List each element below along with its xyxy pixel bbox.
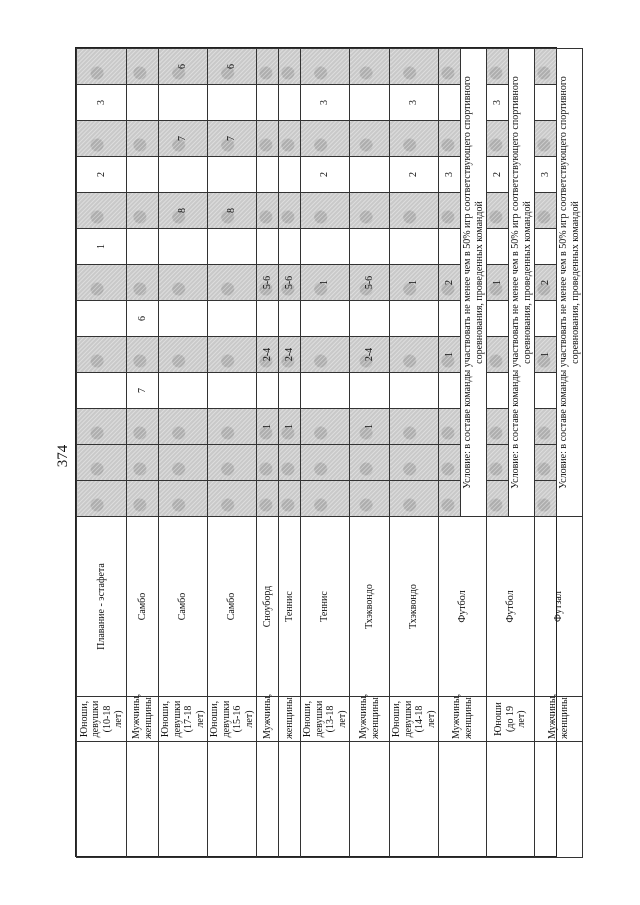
place-cell [439,409,461,445]
place-cell: 2 [487,157,509,193]
place-cell [77,337,127,373]
schedule-table-frame [75,47,581,857]
place-cell: 3 [439,157,461,193]
place-cell [301,445,350,481]
place-cell [159,229,208,265]
place-cell [535,193,557,229]
place-cell [257,373,279,409]
schedule-table-rotated [76,48,581,858]
place-cell [439,121,461,157]
lead-empty-cell [257,742,279,858]
place-cell [350,85,390,121]
place-cell [390,229,439,265]
place-cell [350,481,390,517]
age-group-cell: Мужчины, женщины [439,697,487,742]
place-cell [159,85,208,121]
place-cell: 2 [535,265,557,301]
place-cell [350,121,390,157]
place-cell [208,301,257,337]
age-group-cell: Юноши, девушки (10-18 лет) [77,697,127,742]
place-cell [159,481,208,517]
place-cell: 5-6 [350,265,390,301]
place-cell [350,49,390,85]
place-cell [77,265,127,301]
place-cell [535,121,557,157]
place-cell [159,157,208,193]
place-cell [350,373,390,409]
place-cell [301,337,350,373]
place-cell [301,409,350,445]
place-cell [159,445,208,481]
place-cell [257,229,279,265]
place-cell [350,229,390,265]
table-body [77,49,583,858]
place-cell [208,265,257,301]
place-cell [279,481,301,517]
place-cell [77,481,127,517]
place-cell [487,337,509,373]
place-cell [390,373,439,409]
place-cell: 2-4 [257,337,279,373]
place-cell [257,193,279,229]
table-row [159,49,208,858]
sport-name-cell: Сноуборд [257,517,279,697]
sport-name-cell: Самбо [159,517,208,697]
age-group-cell: Юноши, девушки (13-18 лет) [301,697,350,742]
place-cell: 8 [159,193,208,229]
place-cell [439,229,461,265]
place-cell [127,481,159,517]
lead-empty-cell [301,742,350,858]
place-cell: 8 [208,193,257,229]
place-cell: 2-4 [350,337,390,373]
age-group-cell: Мужчины, женщины [127,697,159,742]
place-cell [301,193,350,229]
place-cell [159,409,208,445]
place-cell [127,229,159,265]
place-cell [279,193,301,229]
place-cell [77,121,127,157]
condition-cell: Условие: в составе команды участвовать не менее чем в 50% игр соответствующего спортивного соревнования, проведенных командой [509,49,535,517]
place-cell [390,337,439,373]
place-cell [257,445,279,481]
page-number: 374 [55,444,71,468]
place-cell: 1 [487,265,509,301]
place-cell [350,193,390,229]
place-cell [439,85,461,121]
place-cell [279,85,301,121]
place-cell [77,373,127,409]
place-cell [279,373,301,409]
place-cell [127,337,159,373]
sport-name-cell: Теннис [301,517,350,697]
place-cell: 5-6 [257,265,279,301]
ranking-schedule-table [76,48,583,858]
place-cell: 1 [535,337,557,373]
place-cell [439,193,461,229]
place-cell [439,373,461,409]
place-cell [127,121,159,157]
condition-cell: Условие: в составе команды участвовать не менее чем в 50% игр соответствующего спортивного соревнования, проведенных командой [557,49,583,517]
place-cell [257,481,279,517]
age-group-cell: Мужчины, женщины [535,697,583,742]
place-cell: 1 [390,265,439,301]
age-group-cell: Мужчины, [257,697,279,742]
sport-name-cell: Футбол [439,517,487,697]
place-cell [208,373,257,409]
lead-empty-cell [208,742,257,858]
place-cell [350,157,390,193]
place-cell [350,301,390,337]
condition-cell: Условие: в составе команды участвовать не менее чем в 50% игр соответствующего спортивного соревнования, проведенных командой [461,49,487,517]
sport-name-cell: Теннис [279,517,301,697]
place-cell: 2 [439,265,461,301]
sport-name-cell: Самбо [208,517,257,697]
place-cell [535,445,557,481]
lead-empty-cell [439,742,487,858]
place-cell: 2 [301,157,350,193]
place-cell [208,229,257,265]
place-cell [535,373,557,409]
place-cell [208,481,257,517]
lead-empty-cell [350,742,390,858]
place-cell: 7 [127,373,159,409]
place-cell [390,445,439,481]
table-row [350,49,390,858]
place-cell [279,301,301,337]
place-cell: 3 [77,85,127,121]
table-row [439,49,461,858]
place-cell: 3 [390,85,439,121]
place-cell [127,265,159,301]
place-cell [77,409,127,445]
place-cell [257,157,279,193]
place-cell [350,445,390,481]
place-cell [439,301,461,337]
place-cell: 1 [439,337,461,373]
place-cell [208,445,257,481]
place-cell [301,49,350,85]
place-cell [127,49,159,85]
place-cell [301,301,350,337]
place-cell [301,121,350,157]
place-cell [279,229,301,265]
place-cell [487,481,509,517]
place-cell: 1 [301,265,350,301]
place-cell [127,157,159,193]
place-cell: 3 [301,85,350,121]
sport-name-cell: Футзал [535,517,583,697]
table-row [257,49,279,858]
place-cell [535,85,557,121]
place-cell [77,193,127,229]
place-cell: 5-6 [279,265,301,301]
place-cell [159,337,208,373]
place-cell [77,301,127,337]
place-cell [127,445,159,481]
place-cell [208,85,257,121]
place-cell [159,265,208,301]
place-cell: 2-4 [279,337,301,373]
place-cell [487,445,509,481]
table-row [301,49,350,858]
table-row [279,49,301,858]
table-row [390,49,439,858]
table-row [535,49,557,858]
place-cell [487,193,509,229]
lead-empty-cell [127,742,159,858]
place-cell [208,157,257,193]
place-cell [390,193,439,229]
place-cell [535,301,557,337]
place-cell: 7 [159,121,208,157]
age-group-cell: Мужчины, женщины [350,697,390,742]
lead-empty-cell [159,742,208,858]
age-group-cell: Юноши, девушки (17-18 лет) [159,697,208,742]
place-cell [208,337,257,373]
place-cell [439,481,461,517]
place-cell [257,49,279,85]
place-cell [279,121,301,157]
table-row [487,49,509,858]
place-cell: 1 [257,409,279,445]
place-cell: 2 [77,157,127,193]
place-cell [535,409,557,445]
age-group-cell: Юноши, девушки (14-18 лет) [390,697,439,742]
place-cell [439,49,461,85]
place-cell [390,121,439,157]
table-row [127,49,159,858]
sport-name-cell: Тхэквондо [350,517,390,697]
place-cell: 3 [487,85,509,121]
place-cell: 1 [350,409,390,445]
place-cell: 7 [208,121,257,157]
place-cell [77,445,127,481]
age-group-cell: Юноши (до 19 лет) [487,697,535,742]
place-cell [257,301,279,337]
place-cell [127,85,159,121]
place-cell [159,301,208,337]
place-cell [77,49,127,85]
place-cell [127,409,159,445]
place-cell [487,49,509,85]
place-cell: 1 [77,229,127,265]
sport-name-cell: Футбол [487,517,535,697]
place-cell [487,373,509,409]
place-cell [487,229,509,265]
place-cell [390,481,439,517]
place-cell [487,121,509,157]
sport-name-cell: Самбо [127,517,159,697]
place-cell [487,409,509,445]
place-cell [535,229,557,265]
place-cell [127,193,159,229]
place-cell [257,121,279,157]
place-cell [279,49,301,85]
place-cell: 6 [208,49,257,85]
lead-empty-cell [77,742,127,858]
place-cell: 3 [535,157,557,193]
table-row [77,49,127,858]
place-cell [257,85,279,121]
place-cell [390,409,439,445]
place-cell [487,301,509,337]
lead-empty-cell [487,742,535,858]
place-cell [301,481,350,517]
lead-empty-cell [390,742,439,858]
place-cell: 2 [390,157,439,193]
place-cell [159,373,208,409]
place-cell [279,445,301,481]
place-cell: 6 [159,49,208,85]
place-cell: 6 [127,301,159,337]
place-cell: 1 [279,409,301,445]
age-group-cell: женщины [279,697,301,742]
place-cell [535,481,557,517]
place-cell [535,49,557,85]
sport-name-cell: Тхэквондо [390,517,439,697]
lead-empty-cell [279,742,301,858]
place-cell [390,49,439,85]
table-row [208,49,257,858]
place-cell [208,409,257,445]
place-cell [390,301,439,337]
sport-name-cell: Плавание - эстафета [77,517,127,697]
place-cell [301,373,350,409]
age-group-cell: Юноши, девушки (15-16 лет) [208,697,257,742]
place-cell [301,229,350,265]
place-cell [279,157,301,193]
place-cell [439,445,461,481]
lead-empty-cell [535,742,583,858]
